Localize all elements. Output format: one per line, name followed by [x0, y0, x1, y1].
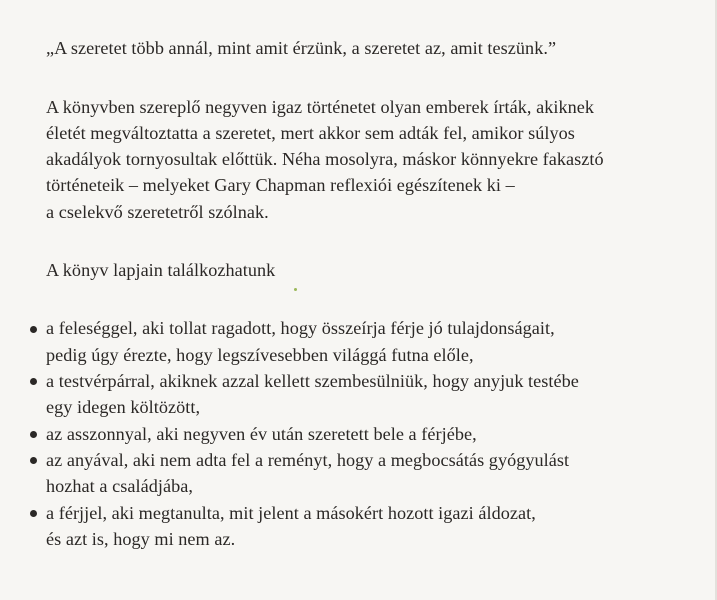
- bullet-icon: [30, 378, 37, 385]
- intro-line-1: A könyvben szereplő negyven igaz történetet olyan emberek írták, akiknek: [46, 97, 595, 117]
- scan-speck: [294, 288, 297, 291]
- list-item-line: a feleséggel, aki tollat ragadott, hogy összeírja férje jó tulajdonságait,: [46, 318, 555, 338]
- list-item-line: a férjjel, aki megtanulta, mit jelent a másokért hozott igazi áldozat,: [46, 503, 536, 523]
- list-item-line: és azt is, hogy mi nem az.: [46, 529, 236, 549]
- bullet-icon: [30, 457, 37, 464]
- list-item-line: egy idegen költözött,: [46, 397, 201, 417]
- list-item-line: a testvérpárral, akiknek azzal kellett szembesülniük, hogy anyjuk testébe: [46, 371, 579, 391]
- list-item-line: hozhat a családjába,: [46, 476, 193, 496]
- intro-line-2: életét megváltoztatta a szeretet, mert akkor sem adták fel, amikor súlyos: [46, 123, 575, 143]
- list-heading: A könyv lapjain találkozhatunk: [46, 260, 276, 280]
- intro-line-5: a cselekvő szeretetről szólnak.: [46, 202, 269, 222]
- list-item-line: pedig úgy érezte, hogy legszívesebben világgá futna előle,: [46, 345, 474, 365]
- quote-line: „A szeretet több annál, mint amit érzünk, a szeretet az, amit teszünk.”: [46, 38, 557, 58]
- bullet-icon: [30, 326, 37, 333]
- list-item-line: az anyával, aki nem adta fel a reményt, hogy a megbocsátás gyógyulást: [46, 450, 570, 470]
- intro-line-3: akadályok tornyosultak előttük. Néha mosolyra, máskor könnyekre fakasztó: [46, 149, 604, 169]
- list-item-line: az asszonnyal, aki negyven év után szeretett bele a férjébe,: [46, 424, 477, 444]
- bullet-icon: [30, 510, 37, 517]
- bullet-icon: [30, 431, 37, 438]
- intro-line-4: történeteik – melyeket Gary Chapman reflexiói egészítenek ki –: [46, 175, 515, 195]
